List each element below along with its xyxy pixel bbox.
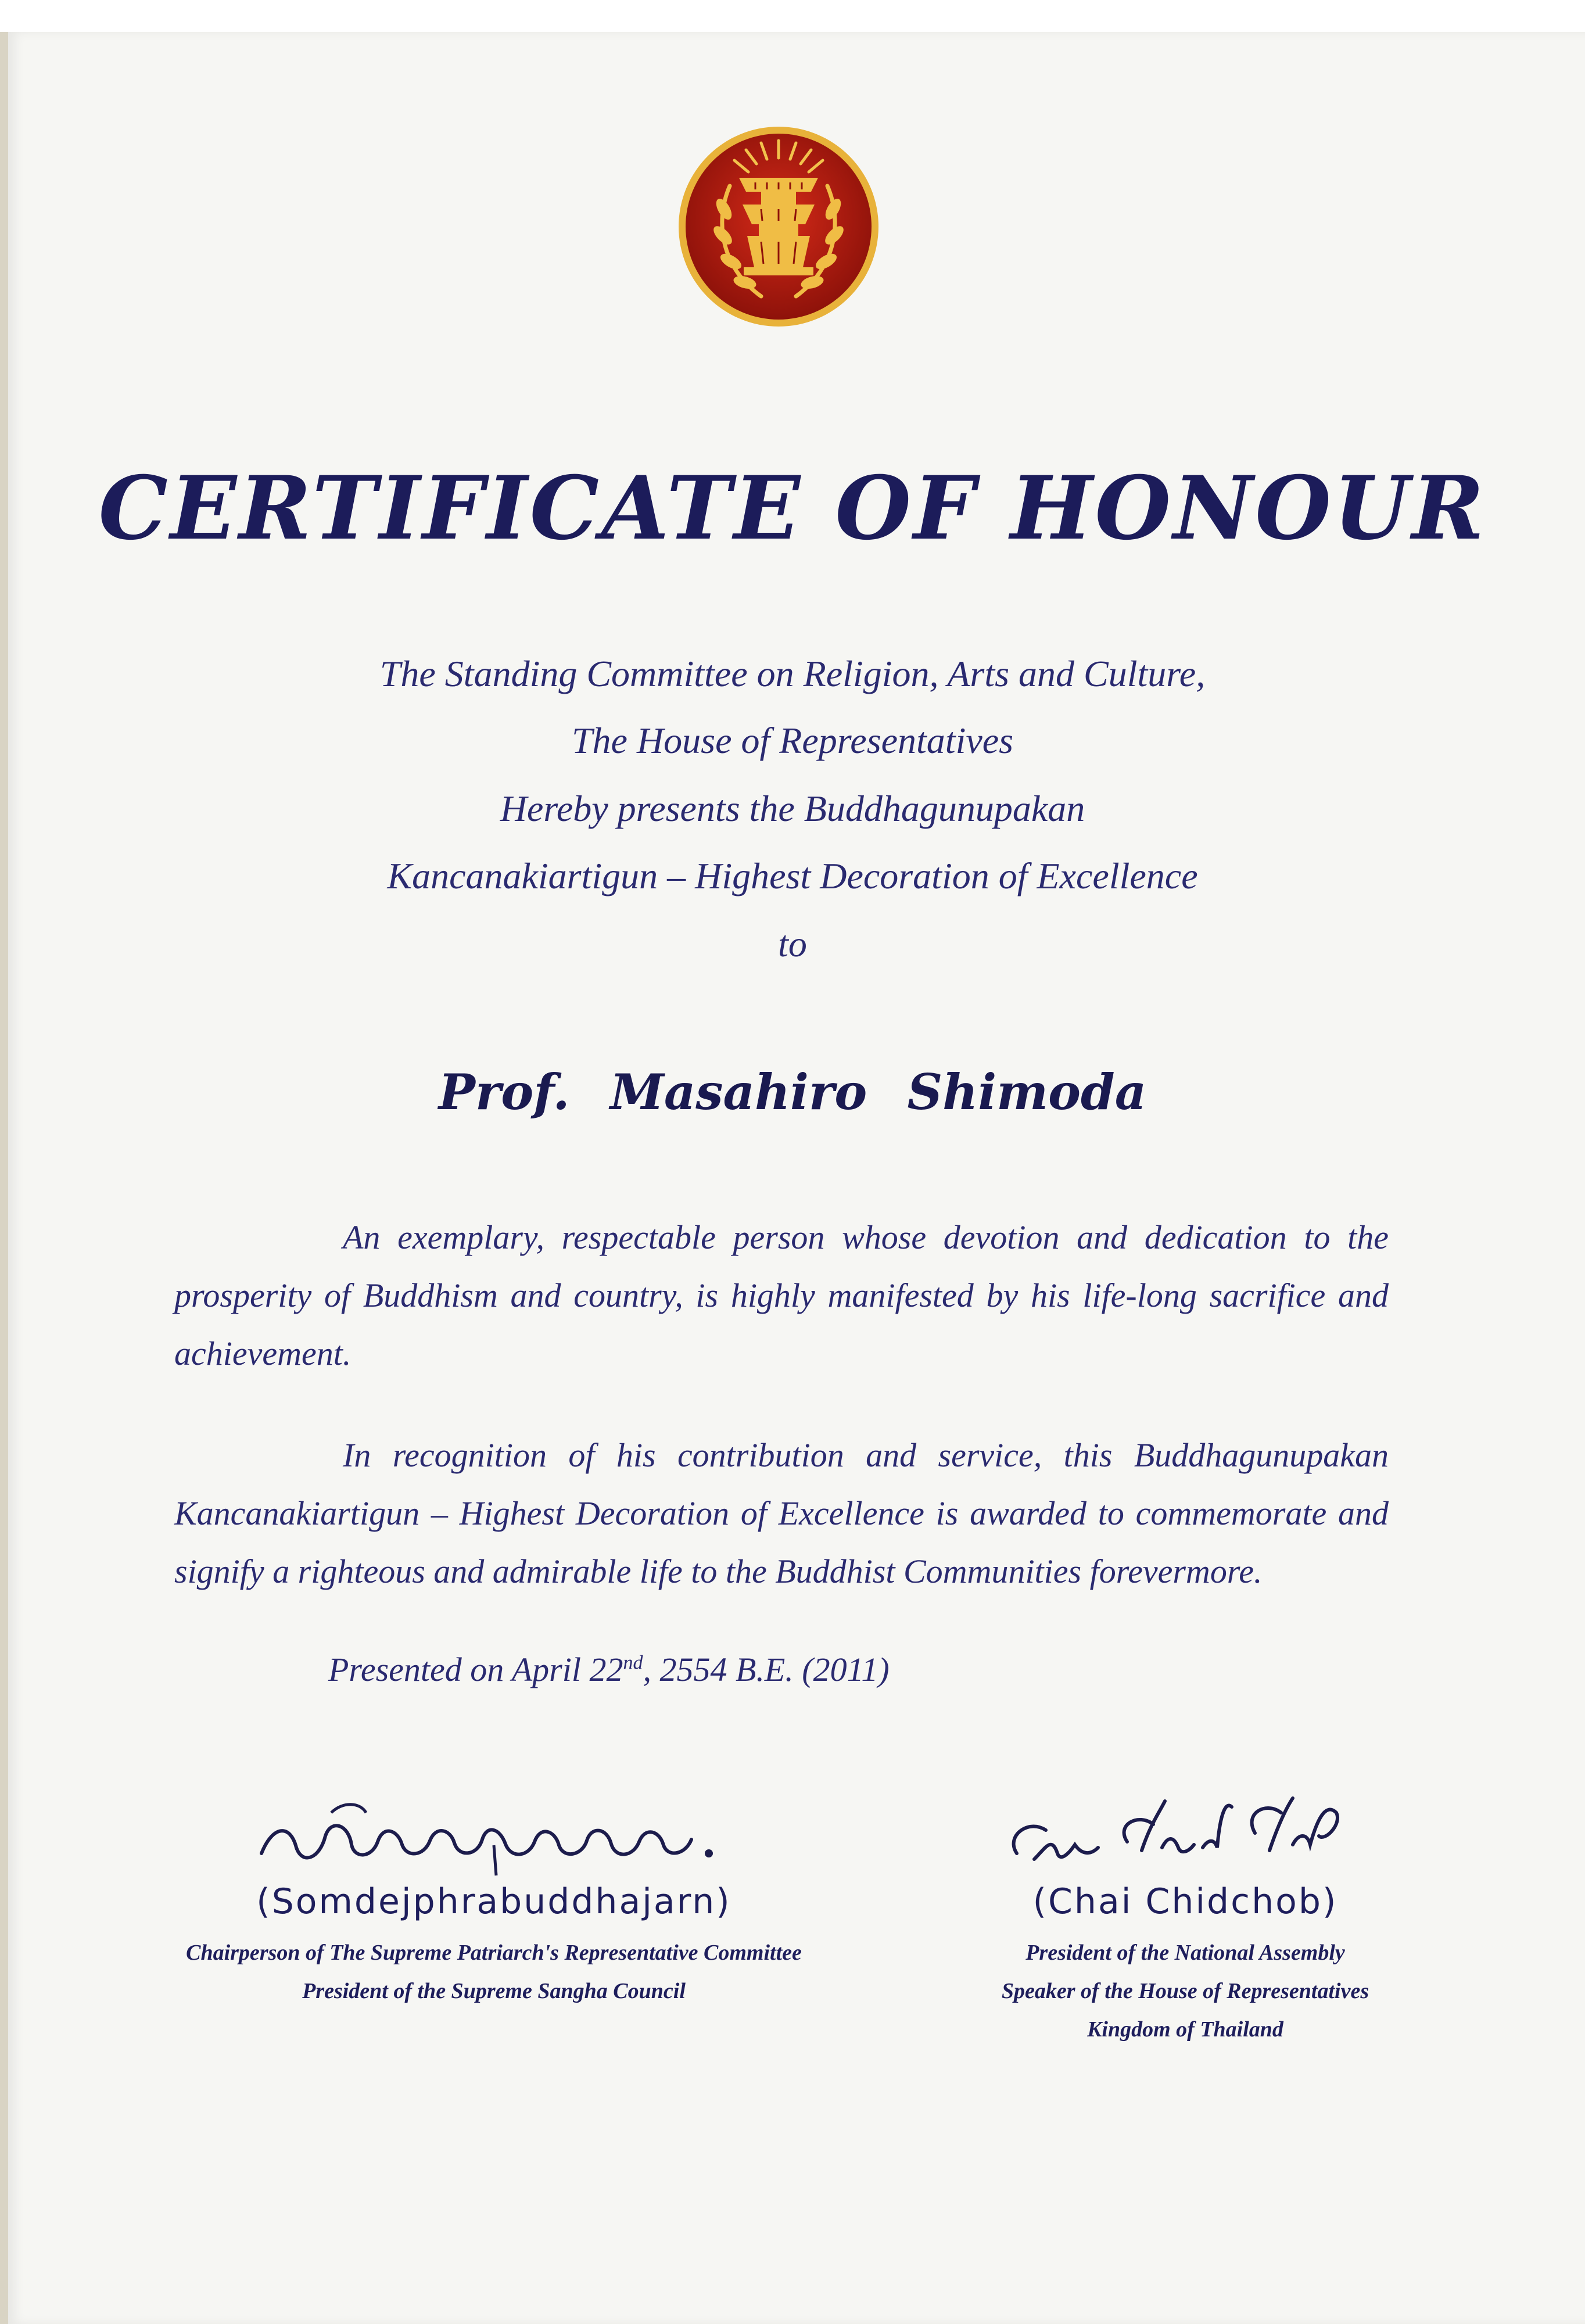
presenter-line-5: to xyxy=(778,923,807,964)
signatory-right-title-2: Speaker of the House of Representatives xyxy=(1001,1979,1369,2003)
signatory-left-title-2: President of the Supreme Sangha Council xyxy=(302,1979,686,2003)
presenter-line-3: Hereby presents the Buddhagunupakan xyxy=(500,788,1085,829)
signatory-right-title-1: President of the National Assembly xyxy=(1025,1941,1345,1965)
recipient-name: Prof. Masahiro Shimoda xyxy=(438,1063,1147,1121)
citation-paragraph-1 xyxy=(174,1208,1389,1383)
certificate-title: CERTIFICATE OF HONOUR xyxy=(98,457,1487,560)
presenter-line-2: The House of Representatives xyxy=(571,720,1014,761)
presenter-line-1: The Standing Committee on Religion, Arts and Culture, xyxy=(379,653,1206,694)
citation-paragraph-2-text: In recognition of his contribution and service, this Buddhagunupakan Kancanakiartigun – Highest Decoration of Excellence is awarded to commemorate and signify a righteous and admirable life to the Buddhist Communities forevermore. xyxy=(174,1436,1389,1590)
signatory-right-title-3: Kingdom of Thailand xyxy=(1087,2017,1283,2042)
presenter-line-4: Kancanakiartigun – Highest Decoration of Excellence xyxy=(387,855,1198,896)
presented-date-rest: , 2554 B.E. (2011) xyxy=(643,1651,890,1688)
signatory-right-name: (Chai Chidchob) xyxy=(1032,1881,1338,1922)
signatory-left-title-1: Chairperson of The Supreme Patriarch's Representative Committee xyxy=(186,1941,802,1965)
page-top-margin xyxy=(0,0,1585,32)
signatory-left xyxy=(116,1789,872,2010)
citation-paragraph-2 xyxy=(174,1426,1389,1601)
citation-paragraph-1-text: An exemplary, respectable person whose devotion and dedication to the prosperity of Buddhism and country, is highly manifested by his life-long sacrifice and achievement. xyxy=(174,1218,1389,1372)
presented-date-suffix: nd xyxy=(623,1652,643,1674)
parliament-emblem-icon xyxy=(674,122,883,331)
presented-date xyxy=(328,1653,890,1687)
signatory-left-name: (Somdejphrabuddhajarn) xyxy=(256,1881,731,1922)
presented-date-prefix: Presented on April 22 xyxy=(328,1651,623,1688)
english-signature-icon xyxy=(994,1789,1377,1877)
thai-signature-icon xyxy=(250,1789,738,1877)
signatory-right xyxy=(906,1789,1464,2049)
